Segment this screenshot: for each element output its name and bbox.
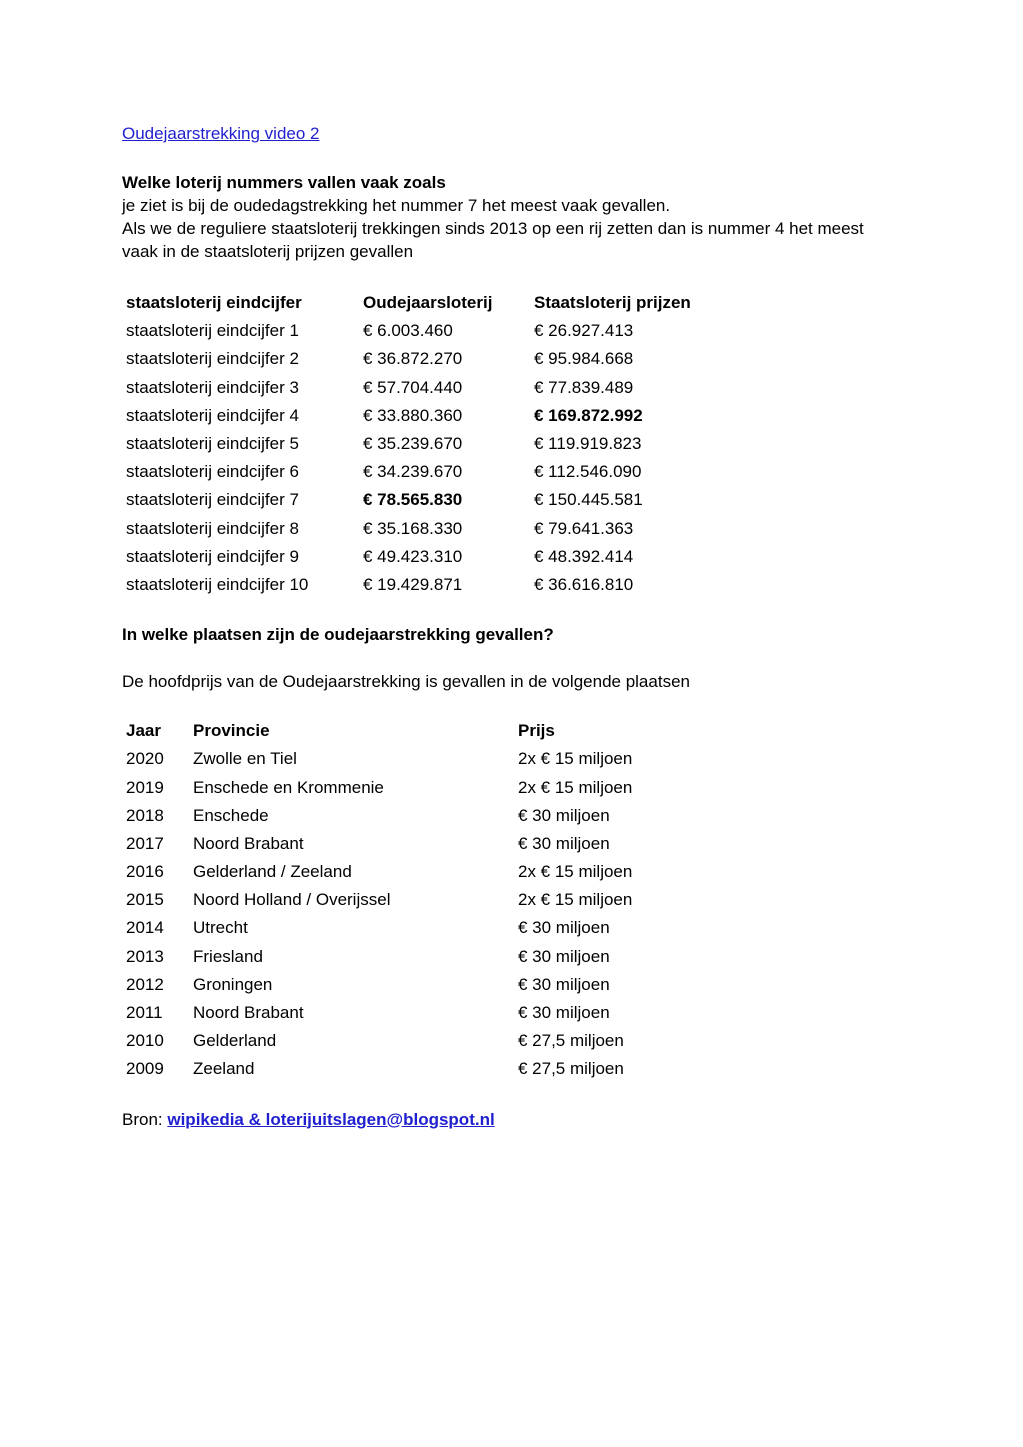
cell-oudejaars: € 57.704.440: [363, 377, 463, 397]
cell-oudejaars: € 49.423.310: [363, 546, 463, 566]
cell-provincie: Utrecht: [193, 918, 248, 938]
header-provincie: Provincie: [193, 721, 270, 741]
paragraph-hoofdprijs: De hoofdprijs van de Oudejaarstrekking is gevallen in de volgende plaatsen: [122, 672, 690, 692]
cell-oudejaars: € 33.880.360: [363, 405, 463, 425]
cell-eindcijfer: staatsloterij eindcijfer 9: [126, 546, 299, 566]
source-label: Bron:: [122, 1109, 168, 1129]
cell-prijs: € 30 miljoen: [518, 946, 610, 966]
cell-staats: € 77.839.489: [534, 377, 634, 397]
cell-prijs: € 30 miljoen: [518, 918, 610, 938]
cell-eindcijfer: staatsloterij eindcijfer 3: [126, 377, 299, 397]
cell-jaar: 2011: [126, 1003, 163, 1023]
cell-eindcijfer: staatsloterij eindcijfer 1: [126, 321, 299, 341]
cell-jaar: 2009: [126, 1059, 164, 1079]
table-row: [122, 830, 694, 858]
cell-provincie: Noord Brabant: [193, 833, 304, 853]
table-row: [122, 745, 694, 773]
cell-staats: € 112.546.090: [534, 462, 642, 482]
table-row: [122, 345, 710, 373]
cell-prijs: 2x € 15 miljoen: [518, 777, 633, 797]
cell-staats: € 119.919.823: [534, 434, 642, 454]
table-row: [122, 999, 694, 1027]
paragraph-oudedag: je ziet is bij de oudedagstrekking het nummer 7 het meest vaak gevallen.: [122, 196, 671, 215]
cell-provincie: Zeeland: [193, 1059, 255, 1079]
cell-staats: € 95.984.668: [534, 349, 634, 369]
cell-prijs: € 30 miljoen: [518, 1003, 610, 1023]
cell-provincie: Zwolle en Tiel: [193, 749, 297, 769]
source-line: [122, 1108, 902, 1131]
cell-provincie: Gelderland / Zeeland: [193, 862, 352, 882]
header-oudejaarsloterij: Oudejaarsloterij: [363, 293, 493, 313]
header-eindcijfer: staatsloterij eindcijfer: [126, 293, 302, 313]
cell-jaar: 2014: [126, 918, 164, 938]
table-row: [122, 402, 710, 430]
eindcijfer-table: [122, 289, 710, 599]
table-row: [122, 858, 694, 886]
cell-oudejaars: € 6.003.460: [363, 321, 453, 341]
table-row: [122, 1027, 694, 1055]
cell-staats: € 48.392.414: [534, 546, 634, 566]
cell-eindcijfer: staatsloterij eindcijfer 8: [126, 518, 299, 538]
table-row: [122, 317, 710, 345]
cell-eindcijfer: staatsloterij eindcijfer 6: [126, 462, 299, 482]
cell-jaar: 2015: [126, 890, 164, 910]
header-jaar: Jaar: [126, 721, 161, 741]
cell-oudejaars: € 34.239.670: [363, 462, 463, 482]
cell-eindcijfer: staatsloterij eindcijfer 2: [126, 349, 299, 369]
cell-prijs: € 30 miljoen: [518, 805, 610, 825]
cell-prijs: 2x € 15 miljoen: [518, 749, 633, 769]
cell-eindcijfer: staatsloterij eindcijfer 7: [126, 490, 299, 510]
cell-jaar: 2013: [126, 946, 164, 966]
table-row: [122, 486, 710, 514]
cell-provincie: Enschede: [193, 805, 269, 825]
table-row: [122, 458, 710, 486]
paragraph-staatsloterij-line2: vaak in de staatsloterij prijzen gevallen: [122, 242, 414, 261]
cell-provincie: Enschede en Krommenie: [193, 777, 384, 797]
table-row: [122, 374, 710, 402]
table-row: [122, 886, 694, 914]
cell-provincie: Noord Brabant: [193, 1003, 304, 1023]
cell-eindcijfer: staatsloterij eindcijfer 5: [126, 434, 299, 454]
cell-prijs: € 30 miljoen: [518, 974, 610, 994]
hoofdprijs-table: [122, 717, 694, 1083]
cell-prijs: € 30 miljoen: [518, 833, 610, 853]
cell-prijs: € 27,5 miljoen: [518, 1059, 624, 1079]
table-row: [122, 543, 710, 571]
cell-jaar: 2016: [126, 862, 164, 882]
table-header-row: [122, 289, 710, 317]
header-prijs: Prijs: [518, 721, 555, 741]
cell-eindcijfer: staatsloterij eindcijfer 10: [126, 574, 309, 594]
heading-places: In welke plaatsen zijn de oudejaarstrekking gevallen?: [122, 625, 554, 645]
cell-oudejaars: € 35.168.330: [363, 518, 463, 538]
cell-prijs: 2x € 15 miljoen: [518, 890, 633, 910]
cell-eindcijfer: staatsloterij eindcijfer 4: [126, 405, 299, 425]
cell-provincie: Friesland: [193, 946, 263, 966]
table-row: [122, 571, 710, 599]
cell-prijs: 2x € 15 miljoen: [518, 862, 633, 882]
table-row: [122, 802, 694, 830]
source-link[interactable]: wipikedia & loterijuitslagen@blogspot.nl: [167, 1109, 495, 1129]
table-row: [122, 943, 694, 971]
table-row: [122, 430, 710, 458]
cell-oudejaars: € 35.239.670: [363, 434, 463, 454]
cell-jaar: 2012: [126, 974, 164, 994]
cell-provincie: Groningen: [193, 974, 273, 994]
document-page: [122, 122, 902, 1131]
cell-provincie: Noord Holland / Overijssel: [193, 890, 391, 910]
table-row: [122, 515, 710, 543]
cell-jaar: 2017: [126, 833, 164, 853]
cell-jaar: 2018: [126, 805, 164, 825]
intro-block: [122, 171, 902, 263]
cell-jaar: 2019: [126, 777, 164, 797]
cell-jaar: 2010: [126, 1031, 164, 1051]
table-header-row: [122, 717, 694, 745]
table-row: [122, 773, 694, 801]
cell-oudejaars-highlight: € 78.565.830: [363, 490, 463, 510]
header-staatsloterij-prijzen: Staatsloterij prijzen: [534, 293, 691, 313]
cell-prijs: € 27,5 miljoen: [518, 1031, 624, 1051]
table-row: [122, 971, 694, 999]
cell-jaar: 2020: [126, 749, 164, 769]
cell-oudejaars: € 36.872.270: [363, 349, 463, 369]
cell-staats: € 79.641.363: [534, 518, 634, 538]
cell-staats-highlight: € 169.872.992: [534, 405, 643, 425]
cell-oudejaars: € 19.429.871: [363, 574, 463, 594]
heading-frequent-numbers: Welke loterij nummers vallen vaak zoals: [122, 173, 446, 192]
cell-staats: € 150.445.581: [534, 490, 643, 510]
cell-provincie: Gelderland: [193, 1031, 277, 1051]
table-row: [122, 914, 694, 942]
cell-staats: € 36.616.810: [534, 574, 634, 594]
paragraph-staatsloterij-line1: Als we de reguliere staatsloterij trekkingen sinds 2013 op een rij zetten dan is nummer 4 het meest: [122, 219, 864, 238]
table-row: [122, 1055, 694, 1083]
title-link[interactable]: Oudejaarstrekking video 2: [122, 124, 320, 143]
cell-staats: € 26.927.413: [534, 321, 634, 341]
